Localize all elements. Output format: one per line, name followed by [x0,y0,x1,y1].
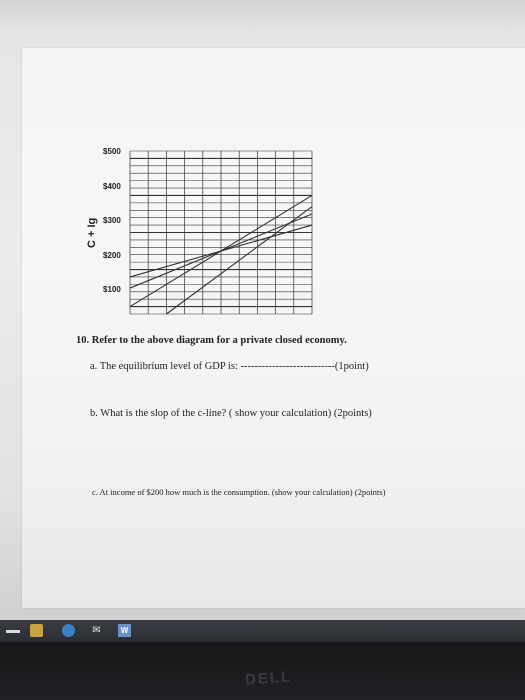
question-b: b. What is the slop of the c-line? ( show your calculation) (2points) [90,408,372,419]
start-icon[interactable] [6,630,20,633]
chrome-icon[interactable] [62,624,75,637]
y-tick-label: $300 [103,216,121,225]
y-tick-label: $100 [103,285,121,294]
store-icon[interactable] [30,624,43,637]
mail-icon[interactable]: ✉ [92,625,101,636]
question-c: c. At income of $200 how much is the consumption. (show your calculation) (2points) [92,487,386,497]
y-tick-label: $400 [103,182,121,191]
question-10: 10. Refer to the above diagram for a private closed economy. [76,335,347,346]
y-tick-label: $200 [103,251,121,260]
word-icon[interactable]: W [118,624,131,637]
taskbar [0,620,525,642]
y-tick-label: $500 [103,147,121,156]
question-a: a. The equilibrium level of GDP is: ---------------------------(1point) [90,361,369,372]
y-axis-label: C + Ig [86,217,98,248]
brand-logo: DELL [244,668,293,689]
